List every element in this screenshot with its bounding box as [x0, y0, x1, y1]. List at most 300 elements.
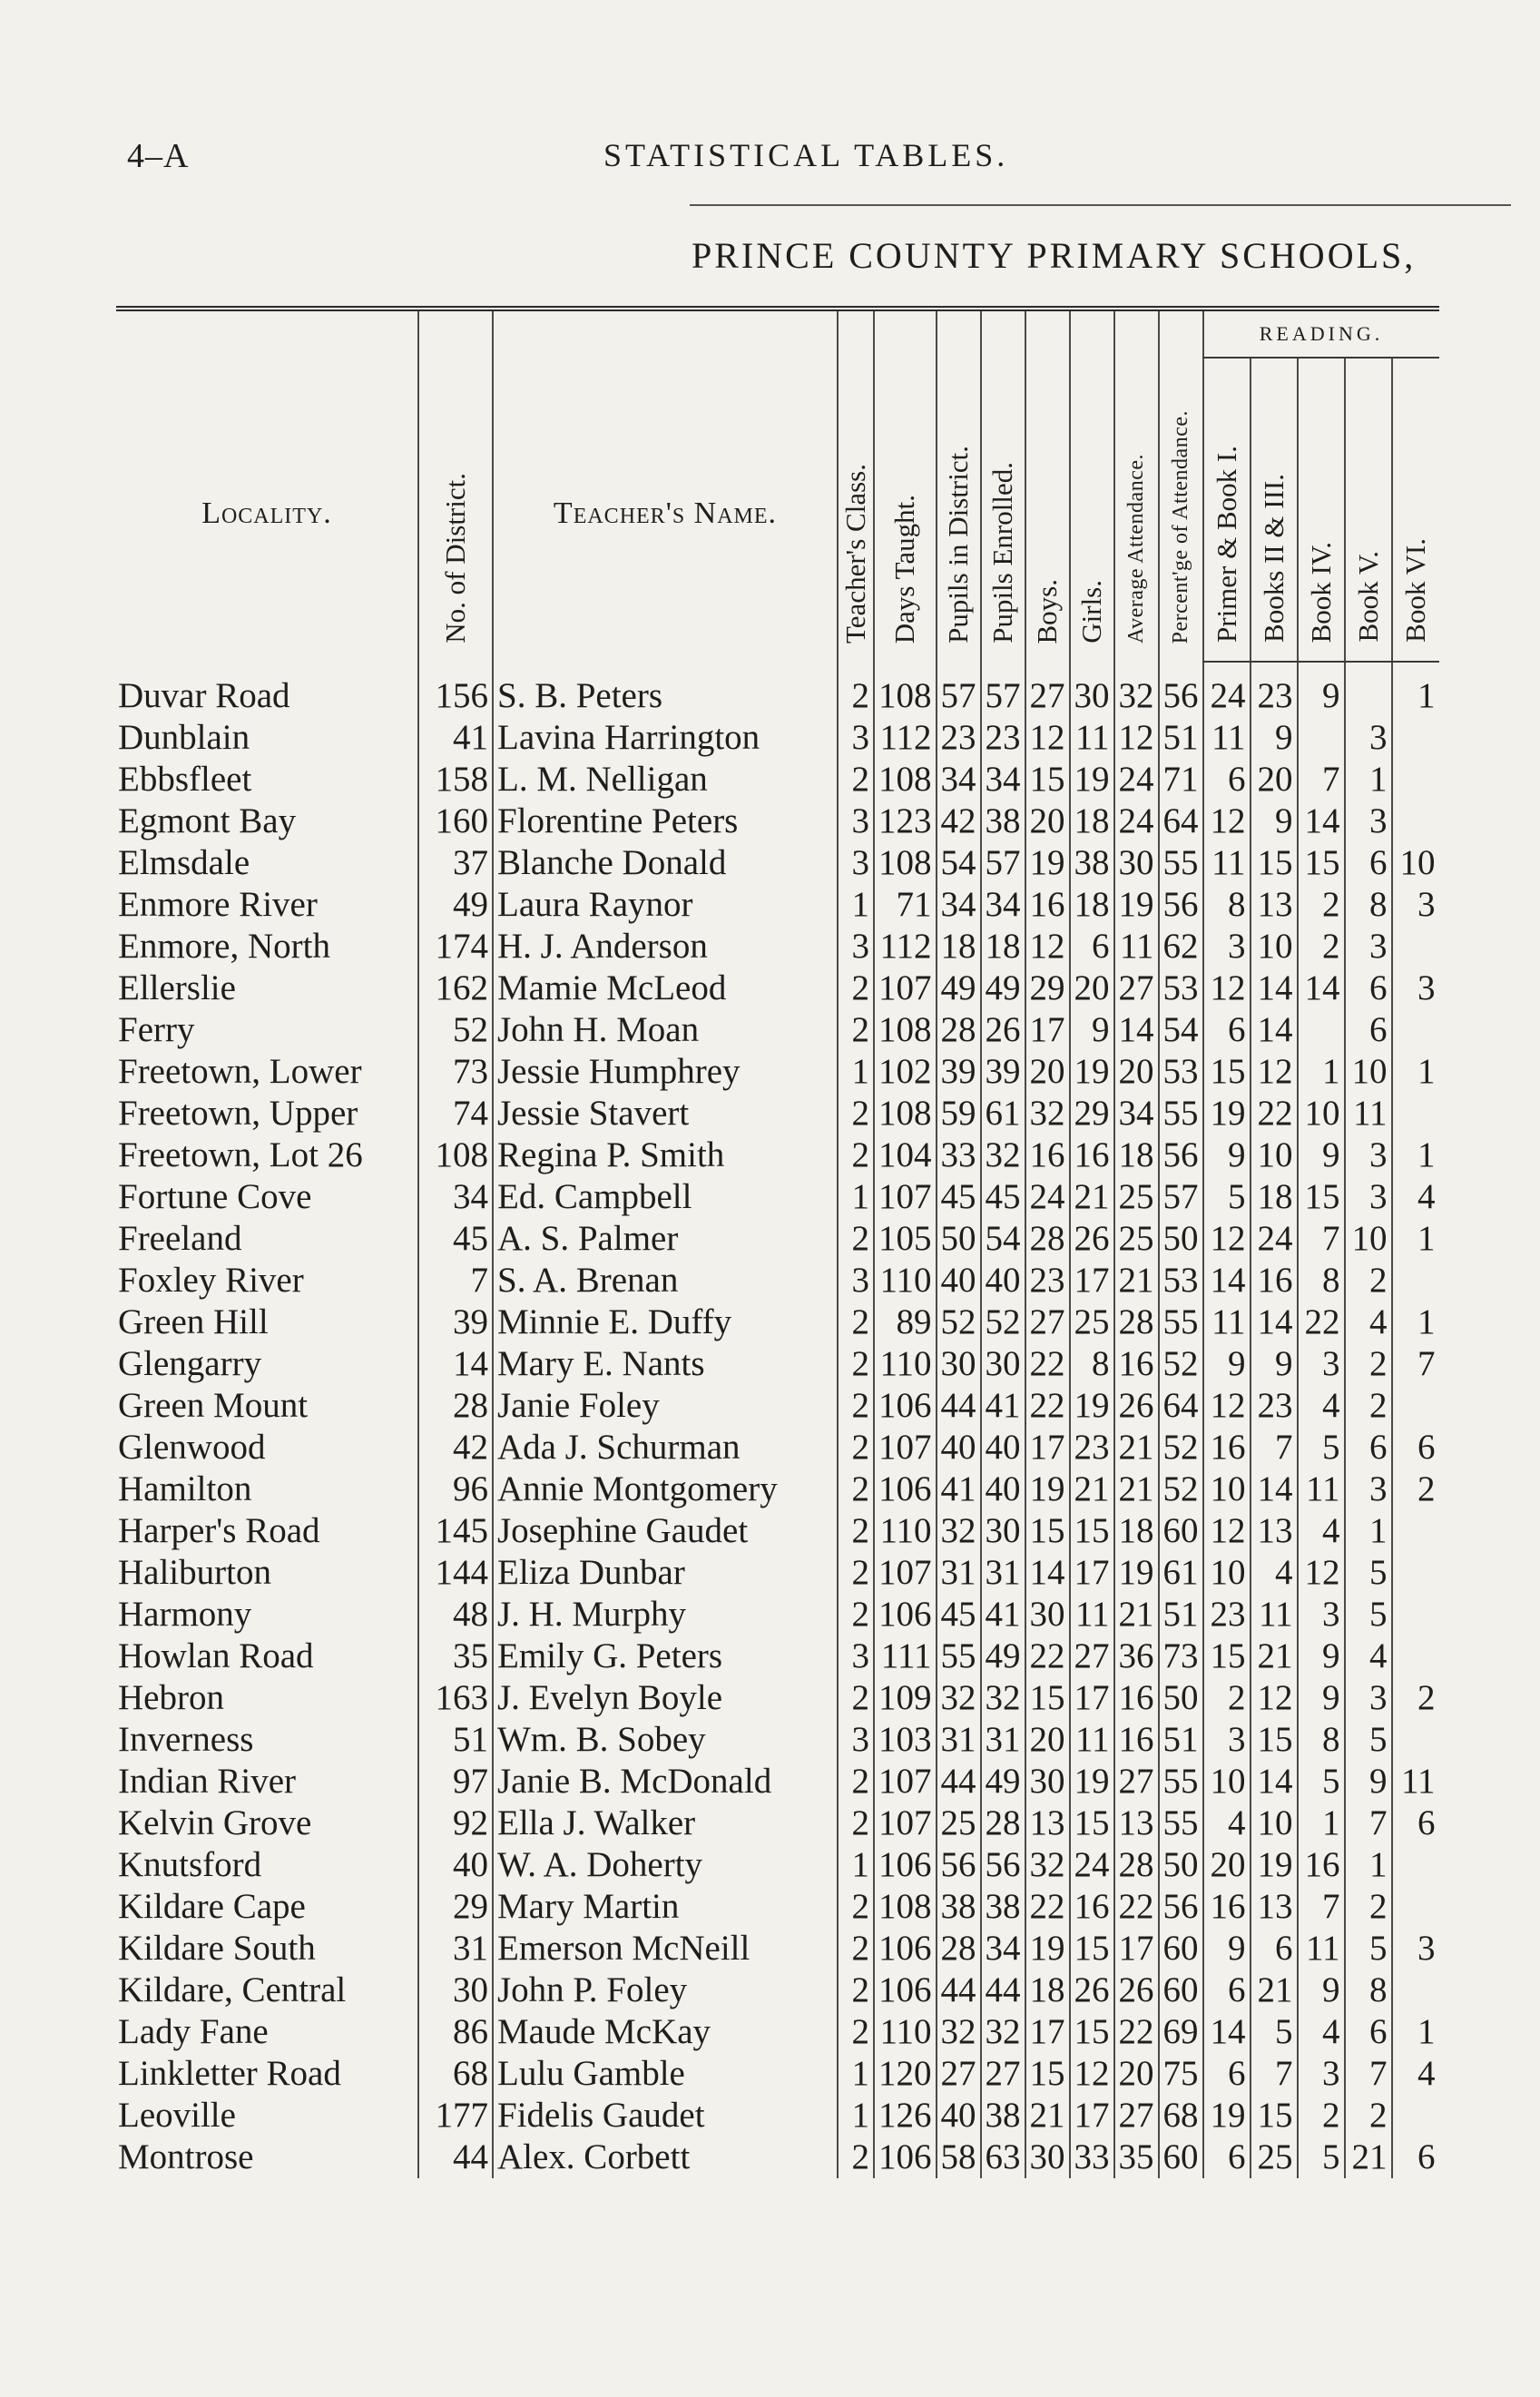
primer-book-i-cell: 10 — [1203, 1552, 1251, 1594]
primer-book-i-cell: 14 — [1203, 1260, 1251, 1302]
teacher-class-cell: 2 — [838, 1677, 874, 1719]
locality-cell: Linkletter Road — [118, 2054, 341, 2093]
table-row — [116, 1009, 1439, 1051]
book-v-cell: 10 — [1345, 1218, 1392, 1260]
days-taught-cell: 104 — [874, 1135, 937, 1176]
pupils-in-district-cell: 18 — [937, 926, 981, 968]
boys-cell: 22 — [1025, 1343, 1070, 1385]
teacher-name-cell: Janie B. McDonald — [493, 1761, 838, 1803]
header-book-iv: Book IV. — [1298, 358, 1345, 662]
table-row — [116, 2011, 1439, 2053]
book-vi-cell: 1 — [1392, 662, 1439, 717]
locality-cell: Kelvin Grove — [118, 1803, 312, 1842]
district-no-cell: 40 — [418, 1844, 493, 1886]
books-ii-iii-cell: 14 — [1251, 1469, 1298, 1510]
boys-cell: 30 — [1025, 1761, 1070, 1803]
average-attendance-cell: 20 — [1114, 2053, 1159, 2095]
girls-cell: 11 — [1070, 717, 1114, 759]
primer-book-i-cell: 10 — [1203, 1761, 1251, 1803]
book-v-cell: 3 — [1345, 926, 1392, 968]
teacher-class-cell: 1 — [838, 2053, 874, 2095]
teacher-name-cell: Jessie Humphrey — [493, 1051, 838, 1093]
book-v-cell: 8 — [1345, 884, 1392, 926]
pupils-in-district-cell: 54 — [937, 842, 981, 884]
percentage-attendance-cell: 53 — [1159, 968, 1203, 1009]
books-ii-iii-cell: 22 — [1251, 1093, 1298, 1135]
book-iv-cell: 7 — [1298, 1218, 1345, 1260]
pupils-enrolled-cell: 27 — [981, 2053, 1025, 2095]
teacher-name-cell: Eliza Dunbar — [493, 1552, 838, 1594]
statistical-table — [116, 306, 1439, 2178]
average-attendance-cell: 18 — [1114, 1510, 1159, 1552]
pupils-enrolled-cell: 30 — [981, 1343, 1025, 1385]
girls-cell: 6 — [1070, 926, 1114, 968]
book-v-cell: 5 — [1345, 1719, 1392, 1761]
pupils-enrolled-cell: 38 — [981, 1886, 1025, 1928]
boys-cell: 22 — [1025, 1886, 1070, 1928]
book-vi-cell: 3 — [1392, 968, 1439, 1009]
teacher-class-cell: 3 — [838, 1636, 874, 1677]
percentage-attendance-cell: 56 — [1159, 662, 1203, 717]
percentage-attendance-cell: 54 — [1159, 1009, 1203, 1051]
table-row — [116, 1677, 1439, 1719]
book-iv-cell: 4 — [1298, 2011, 1345, 2053]
pupils-in-district-cell: 44 — [937, 1385, 981, 1427]
locality-cell: Freeland — [118, 1219, 242, 1258]
books-ii-iii-cell: 6 — [1251, 1928, 1298, 1970]
days-taught-cell: 107 — [874, 1803, 937, 1844]
book-v-cell: 5 — [1345, 1928, 1392, 1970]
pupils-in-district-cell: 34 — [937, 759, 981, 801]
pupils-enrolled-cell: 38 — [981, 2095, 1025, 2137]
percentage-attendance-cell: 52 — [1159, 1469, 1203, 1510]
pupils-enrolled-cell: 18 — [981, 926, 1025, 968]
book-vi-cell: 3 — [1392, 1928, 1439, 1970]
book-iv-cell: 3 — [1298, 2053, 1345, 2095]
header-locality: Locality. — [116, 309, 418, 662]
days-taught-cell: 106 — [874, 1469, 937, 1510]
average-attendance-cell: 24 — [1114, 759, 1159, 801]
teacher-name-cell: S. A. Brenan — [493, 1260, 838, 1302]
girls-cell: 26 — [1070, 1218, 1114, 1260]
teacher-class-cell: 2 — [838, 1385, 874, 1427]
books-ii-iii-cell: 15 — [1251, 1719, 1298, 1761]
book-vi-cell — [1392, 1510, 1439, 1552]
book-iv-cell: 2 — [1298, 2095, 1345, 2137]
girls-cell: 12 — [1070, 2053, 1114, 2095]
girls-cell: 27 — [1070, 1636, 1114, 1677]
percentage-attendance-cell: 71 — [1159, 759, 1203, 801]
pupils-enrolled-cell: 49 — [981, 968, 1025, 1009]
girls-cell: 30 — [1070, 662, 1114, 717]
average-attendance-cell: 21 — [1114, 1427, 1159, 1469]
district-no-cell: 177 — [418, 2095, 493, 2137]
locality-cell: Ebbsfleet — [118, 760, 252, 799]
books-ii-iii-cell: 19 — [1251, 1844, 1298, 1886]
pupils-in-district-cell: 57 — [937, 662, 981, 717]
book-vi-cell — [1392, 1260, 1439, 1302]
locality-cell: Hebron — [118, 1678, 224, 1717]
days-taught-cell: 106 — [874, 1928, 937, 1970]
locality-cell: Montrose — [118, 2137, 254, 2176]
book-vi-cell — [1392, 1552, 1439, 1594]
table-row — [116, 662, 1439, 717]
girls-cell: 18 — [1070, 884, 1114, 926]
percentage-attendance-cell: 56 — [1159, 1135, 1203, 1176]
district-no-cell: 45 — [418, 1218, 493, 1260]
table-row — [116, 2095, 1439, 2137]
book-iv-cell: 10 — [1298, 1093, 1345, 1135]
girls-cell: 26 — [1070, 1970, 1114, 2011]
primer-book-i-cell: 16 — [1203, 1886, 1251, 1928]
primer-book-i-cell: 16 — [1203, 1427, 1251, 1469]
teacher-class-cell: 2 — [838, 1552, 874, 1594]
primer-book-i-cell: 12 — [1203, 968, 1251, 1009]
average-attendance-cell: 11 — [1114, 926, 1159, 968]
books-ii-iii-cell: 10 — [1251, 926, 1298, 968]
district-no-cell: 156 — [418, 662, 493, 717]
average-attendance-cell: 27 — [1114, 968, 1159, 1009]
days-taught-cell: 126 — [874, 2095, 937, 2137]
district-no-cell: 96 — [418, 1469, 493, 1510]
primer-book-i-cell: 9 — [1203, 1135, 1251, 1176]
books-ii-iii-cell: 11 — [1251, 1594, 1298, 1636]
teacher-name-cell: Janie Foley — [493, 1385, 838, 1427]
days-taught-cell: 108 — [874, 1009, 937, 1051]
pupils-enrolled-cell: 56 — [981, 1844, 1025, 1886]
teacher-class-cell: 2 — [838, 1886, 874, 1928]
book-v-cell: 6 — [1345, 2011, 1392, 2053]
district-no-cell: 51 — [418, 1719, 493, 1761]
primer-book-i-cell: 3 — [1203, 1719, 1251, 1761]
boys-cell: 18 — [1025, 1970, 1070, 2011]
locality-cell: Kildare South — [118, 1929, 316, 1968]
book-iv-cell: 4 — [1298, 1385, 1345, 1427]
book-v-cell: 6 — [1345, 1427, 1392, 1469]
days-taught-cell: 107 — [874, 1552, 937, 1594]
book-v-cell: 6 — [1345, 1009, 1392, 1051]
locality-cell: Enmore, North — [118, 927, 330, 966]
boys-cell: 12 — [1025, 717, 1070, 759]
pupils-enrolled-cell: 49 — [981, 1636, 1025, 1677]
percentage-attendance-cell: 50 — [1159, 1677, 1203, 1719]
boys-cell: 28 — [1025, 1218, 1070, 1260]
percentage-attendance-cell: 55 — [1159, 1302, 1203, 1343]
locality-cell: Haliburton — [118, 1553, 271, 1592]
book-vi-cell: 4 — [1392, 2053, 1439, 2095]
boys-cell: 20 — [1025, 801, 1070, 842]
teacher-class-cell: 3 — [838, 801, 874, 842]
locality-cell: Enmore River — [118, 885, 318, 924]
pupils-in-district-cell: 31 — [937, 1552, 981, 1594]
book-vi-cell: 1 — [1392, 1135, 1439, 1176]
book-iv-cell: 15 — [1298, 1176, 1345, 1218]
book-v-cell — [1345, 662, 1392, 717]
girls-cell: 24 — [1070, 1844, 1114, 1886]
book-v-cell: 4 — [1345, 1302, 1392, 1343]
book-iv-cell: 7 — [1298, 1886, 1345, 1928]
district-no-cell: 68 — [418, 2053, 493, 2095]
locality-cell: Howlan Road — [118, 1636, 314, 1675]
book-iv-cell — [1298, 717, 1345, 759]
boys-cell: 19 — [1025, 1469, 1070, 1510]
girls-cell: 23 — [1070, 1427, 1114, 1469]
table-subtitle: PRINCE COUNTY PRIMARY SCHOOLS, — [692, 235, 1417, 276]
primer-book-i-cell: 9 — [1203, 1928, 1251, 1970]
girls-cell: 17 — [1070, 2095, 1114, 2137]
header-teacher-name: Teacher's Name. — [493, 309, 838, 662]
book-vi-cell: 1 — [1392, 1218, 1439, 1260]
boys-cell: 29 — [1025, 968, 1070, 1009]
header-books-ii-iii: Books II & III. — [1251, 358, 1298, 662]
percentage-attendance-cell: 64 — [1159, 801, 1203, 842]
pupils-in-district-cell: 32 — [937, 2011, 981, 2053]
pupils-enrolled-cell: 31 — [981, 1719, 1025, 1761]
percentage-attendance-cell: 52 — [1159, 1343, 1203, 1385]
average-attendance-cell: 17 — [1114, 1928, 1159, 1970]
girls-cell: 19 — [1070, 759, 1114, 801]
district-no-cell: 49 — [418, 884, 493, 926]
books-ii-iii-cell: 21 — [1251, 1970, 1298, 2011]
girls-cell: 19 — [1070, 1051, 1114, 1093]
book-v-cell: 2 — [1345, 1385, 1392, 1427]
locality-cell: Freetown, Lot 26 — [118, 1135, 363, 1174]
book-v-cell: 3 — [1345, 717, 1392, 759]
books-ii-iii-cell: 9 — [1251, 717, 1298, 759]
teacher-class-cell: 2 — [838, 662, 874, 717]
days-taught-cell: 112 — [874, 717, 937, 759]
pupils-in-district-cell: 33 — [937, 1135, 981, 1176]
girls-cell: 21 — [1070, 1469, 1114, 1510]
primer-book-i-cell: 11 — [1203, 1302, 1251, 1343]
primer-book-i-cell: 9 — [1203, 1343, 1251, 1385]
girls-cell: 9 — [1070, 1009, 1114, 1051]
book-v-cell: 1 — [1345, 1844, 1392, 1886]
pupils-enrolled-cell: 40 — [981, 1469, 1025, 1510]
book-vi-cell: 4 — [1392, 1176, 1439, 1218]
average-attendance-cell: 22 — [1114, 1886, 1159, 1928]
average-attendance-cell: 20 — [1114, 1051, 1159, 1093]
table-body — [116, 662, 1439, 2178]
girls-cell: 25 — [1070, 1302, 1114, 1343]
district-no-cell: 37 — [418, 842, 493, 884]
book-vi-cell — [1392, 801, 1439, 842]
book-v-cell: 21 — [1345, 2137, 1392, 2178]
boys-cell: 22 — [1025, 1636, 1070, 1677]
pupils-enrolled-cell: 45 — [981, 1176, 1025, 1218]
header-boys: Boys. — [1025, 309, 1070, 662]
percentage-attendance-cell: 62 — [1159, 926, 1203, 968]
teacher-name-cell: Fidelis Gaudet — [493, 2095, 838, 2137]
book-iv-cell: 2 — [1298, 884, 1345, 926]
teacher-name-cell: Mary E. Nants — [493, 1343, 838, 1385]
boys-cell: 21 — [1025, 2095, 1070, 2137]
average-attendance-cell: 16 — [1114, 1719, 1159, 1761]
book-iv-cell: 15 — [1298, 842, 1345, 884]
teacher-class-cell: 2 — [838, 1510, 874, 1552]
pupils-in-district-cell: 38 — [937, 1886, 981, 1928]
books-ii-iii-cell: 10 — [1251, 1803, 1298, 1844]
teacher-class-cell: 2 — [838, 759, 874, 801]
boys-cell: 17 — [1025, 1009, 1070, 1051]
pupils-enrolled-cell: 41 — [981, 1385, 1025, 1427]
table-row — [116, 1761, 1439, 1803]
books-ii-iii-cell: 13 — [1251, 1886, 1298, 1928]
district-no-cell: 41 — [418, 717, 493, 759]
header-reading-group: READING. — [1203, 309, 1439, 358]
days-taught-cell: 110 — [874, 2011, 937, 2053]
book-v-cell: 2 — [1345, 1886, 1392, 1928]
teacher-class-cell: 1 — [838, 884, 874, 926]
district-no-cell: 48 — [418, 1594, 493, 1636]
pupils-enrolled-cell: 26 — [981, 1009, 1025, 1051]
book-v-cell: 5 — [1345, 1594, 1392, 1636]
days-taught-cell: 103 — [874, 1719, 937, 1761]
book-vi-cell — [1392, 1093, 1439, 1135]
book-v-cell: 10 — [1345, 1051, 1392, 1093]
days-taught-cell: 107 — [874, 1176, 937, 1218]
primer-book-i-cell: 19 — [1203, 2095, 1251, 2137]
primer-book-i-cell: 10 — [1203, 1469, 1251, 1510]
pupils-enrolled-cell: 61 — [981, 1093, 1025, 1135]
district-no-cell: 31 — [418, 1928, 493, 1970]
boys-cell: 23 — [1025, 1260, 1070, 1302]
days-taught-cell: 107 — [874, 1427, 937, 1469]
book-iv-cell: 22 — [1298, 1302, 1345, 1343]
percentage-attendance-cell: 55 — [1159, 842, 1203, 884]
average-attendance-cell: 32 — [1114, 662, 1159, 717]
locality-cell: Kildare Cape — [118, 1887, 306, 1926]
locality-cell: Elmsdale — [118, 843, 250, 882]
books-ii-iii-cell: 24 — [1251, 1218, 1298, 1260]
book-iv-cell: 4 — [1298, 1510, 1345, 1552]
district-no-cell: 73 — [418, 1051, 493, 1093]
primer-book-i-cell: 20 — [1203, 1844, 1251, 1886]
table-row — [116, 1552, 1439, 1594]
primer-book-i-cell: 12 — [1203, 1385, 1251, 1427]
page-number: 4–A — [127, 137, 190, 175]
primer-book-i-cell: 6 — [1203, 2137, 1251, 2178]
days-taught-cell: 106 — [874, 1970, 937, 2011]
days-taught-cell: 108 — [874, 1093, 937, 1135]
percentage-attendance-cell: 64 — [1159, 1385, 1203, 1427]
primer-book-i-cell: 15 — [1203, 1051, 1251, 1093]
teacher-name-cell: Jessie Stavert — [493, 1093, 838, 1135]
table-row — [116, 1636, 1439, 1677]
books-ii-iii-cell: 12 — [1251, 1677, 1298, 1719]
header-pupils-enrolled: Pupils Enrolled. — [981, 309, 1025, 662]
pupils-enrolled-cell: 54 — [981, 1218, 1025, 1260]
book-vi-cell — [1392, 1719, 1439, 1761]
books-ii-iii-cell: 18 — [1251, 1176, 1298, 1218]
books-ii-iii-cell: 14 — [1251, 968, 1298, 1009]
boys-cell: 15 — [1025, 759, 1070, 801]
average-attendance-cell: 18 — [1114, 1135, 1159, 1176]
pupils-enrolled-cell: 32 — [981, 2011, 1025, 2053]
boys-cell: 16 — [1025, 884, 1070, 926]
books-ii-iii-cell: 14 — [1251, 1009, 1298, 1051]
book-vi-cell: 1 — [1392, 2011, 1439, 2053]
primer-book-i-cell: 6 — [1203, 759, 1251, 801]
boys-cell: 20 — [1025, 1719, 1070, 1761]
pupils-in-district-cell: 42 — [937, 801, 981, 842]
book-iv-cell: 3 — [1298, 1343, 1345, 1385]
pupils-enrolled-cell: 34 — [981, 759, 1025, 801]
books-ii-iii-cell: 21 — [1251, 1636, 1298, 1677]
table-row — [116, 1510, 1439, 1552]
teacher-name-cell: Lulu Gamble — [493, 2053, 838, 2095]
teacher-class-cell: 1 — [838, 1844, 874, 1886]
table-row — [116, 1093, 1439, 1135]
book-iv-cell: 14 — [1298, 968, 1345, 1009]
teacher-name-cell: Laura Raynor — [493, 884, 838, 926]
pupils-enrolled-cell: 39 — [981, 1051, 1025, 1093]
pupils-in-district-cell: 30 — [937, 1343, 981, 1385]
pupils-enrolled-cell: 44 — [981, 1970, 1025, 2011]
boys-cell: 20 — [1025, 1051, 1070, 1093]
book-v-cell: 8 — [1345, 1970, 1392, 2011]
locality-cell: Green Mount — [118, 1386, 309, 1425]
teacher-class-cell: 3 — [838, 1719, 874, 1761]
book-iv-cell: 5 — [1298, 1761, 1345, 1803]
pupils-in-district-cell: 59 — [937, 1093, 981, 1135]
teacher-class-cell: 3 — [838, 1260, 874, 1302]
days-taught-cell: 107 — [874, 968, 937, 1009]
pupils-in-district-cell: 58 — [937, 2137, 981, 2178]
girls-cell: 16 — [1070, 1135, 1114, 1176]
average-attendance-cell: 25 — [1114, 1218, 1159, 1260]
teacher-name-cell: S. B. Peters — [493, 662, 838, 717]
percentage-attendance-cell: 53 — [1159, 1260, 1203, 1302]
girls-cell: 33 — [1070, 2137, 1114, 2178]
running-title: STATISTICAL TABLES. — [603, 137, 1009, 173]
average-attendance-cell: 28 — [1114, 1844, 1159, 1886]
locality-cell: Leoville — [118, 2096, 236, 2135]
days-taught-cell: 102 — [874, 1051, 937, 1093]
table-row — [116, 1135, 1439, 1176]
girls-cell: 19 — [1070, 1761, 1114, 1803]
teacher-name-cell: H. J. Anderson — [493, 926, 838, 968]
pupils-in-district-cell: 44 — [937, 1761, 981, 1803]
pupils-in-district-cell: 45 — [937, 1594, 981, 1636]
page-header — [127, 136, 1488, 182]
pupils-enrolled-cell: 31 — [981, 1552, 1025, 1594]
teacher-name-cell: Annie Montgomery — [493, 1469, 838, 1510]
boys-cell: 12 — [1025, 926, 1070, 968]
district-no-cell: 174 — [418, 926, 493, 968]
pupils-enrolled-cell: 40 — [981, 1260, 1025, 1302]
teacher-class-cell: 1 — [838, 1176, 874, 1218]
table-row — [116, 1886, 1439, 1928]
locality-cell: Harper's Road — [118, 1511, 320, 1550]
boys-cell: 27 — [1025, 662, 1070, 717]
boys-cell: 16 — [1025, 1135, 1070, 1176]
teacher-name-cell: John H. Moan — [493, 1009, 838, 1051]
pupils-in-district-cell: 56 — [937, 1844, 981, 1886]
days-taught-cell: 108 — [874, 662, 937, 717]
pupils-enrolled-cell: 32 — [981, 1135, 1025, 1176]
days-taught-cell: 106 — [874, 1594, 937, 1636]
table-row — [116, 1302, 1439, 1343]
table-row — [116, 1844, 1439, 1886]
district-no-cell: 7 — [418, 1260, 493, 1302]
books-ii-iii-cell: 7 — [1251, 1427, 1298, 1469]
pupils-enrolled-cell: 28 — [981, 1803, 1025, 1844]
header-book-v: Book V. — [1345, 358, 1392, 662]
percentage-attendance-cell: 68 — [1159, 2095, 1203, 2137]
days-taught-cell: 111 — [874, 1636, 937, 1677]
pupils-enrolled-cell: 63 — [981, 2137, 1025, 2178]
